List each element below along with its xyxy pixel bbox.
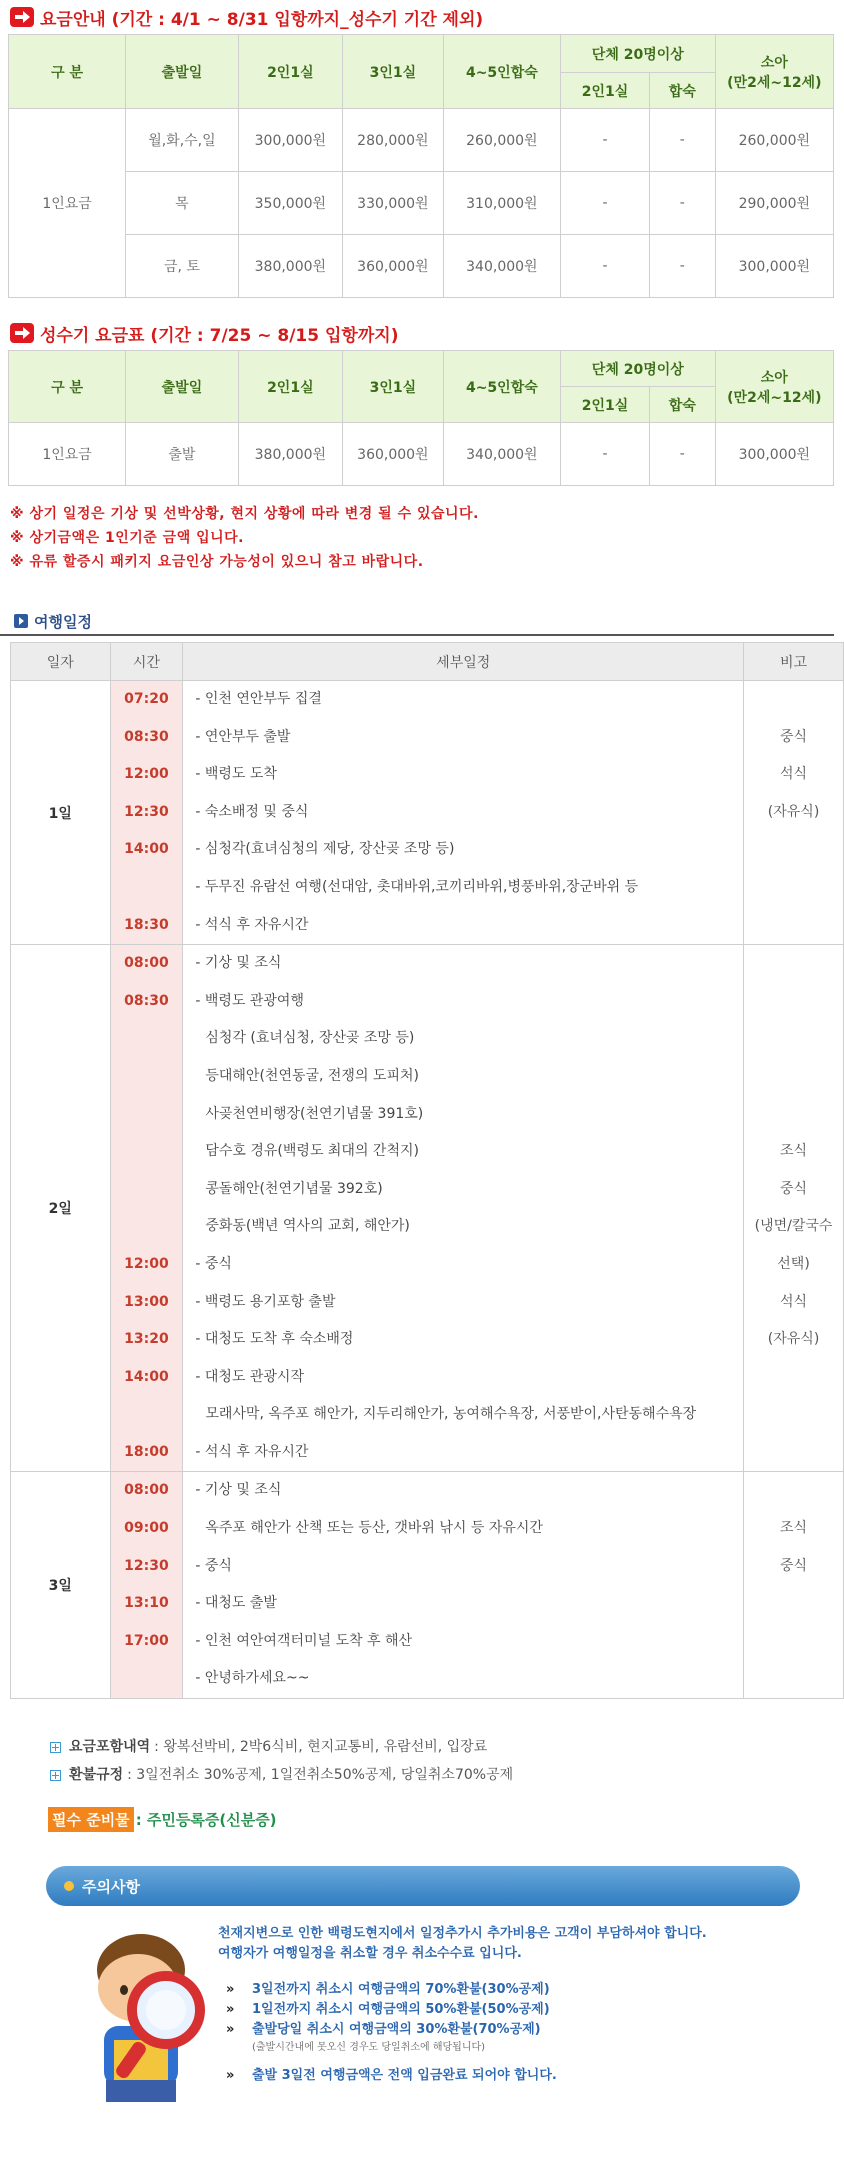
note-cell: (자유식) <box>767 803 820 820</box>
detail-cell: 콩돌해안(천연기념물 392호) <box>205 1180 383 1197</box>
time-column <box>110 681 183 945</box>
header-child-label: 소아 <box>760 369 788 386</box>
note-cell <box>744 1058 843 1096</box>
plus-icon <box>50 1742 61 1753</box>
detail-cell: - 백령도 도착 <box>195 766 277 783</box>
day-row <box>11 1472 844 1699</box>
detail-cell: 중화동(백년 역사의 교회, 해안가) <box>205 1218 410 1235</box>
detail-cell: - 석식 후 자유시간 <box>195 1443 309 1460</box>
departure-day: 금, 토 <box>126 235 239 298</box>
note-line: ※ 유류 할증시 패키지 요금인상 가능성이 있으니 참고 바랍니다. <box>10 554 424 570</box>
header-group-shared: 합숙 <box>650 73 716 109</box>
time-cell: 08:30 <box>124 992 169 1009</box>
detail-cell: - 인천 연안부두 집결 <box>195 691 322 707</box>
price-room3: 280,000원 <box>342 109 443 172</box>
time-cell: 13:20 <box>124 1331 169 1348</box>
note-column <box>744 681 844 945</box>
required-items <box>48 1807 844 1832</box>
time-cell: 18:30 <box>124 916 169 933</box>
time-cell: 12:00 <box>124 766 169 783</box>
header-group-room2: 2인1실 <box>560 73 649 109</box>
note-cell <box>744 945 843 983</box>
note-cell <box>744 1096 843 1134</box>
header-category: 구 분 <box>9 351 126 423</box>
list-item <box>226 2000 557 2020</box>
refund-label: 환불규정 <box>69 1767 124 1784</box>
departure-day: 월,화,수,일 <box>126 109 239 172</box>
price-child: 300,000원 <box>715 423 833 486</box>
time-cell <box>111 1096 183 1134</box>
header-category: 구 분 <box>9 35 126 109</box>
detail-cell: - 심청각(효녀심청의 제당, 장산곶 조망 등) <box>195 841 455 858</box>
header-group-room2: 2인1실 <box>560 387 649 423</box>
detail-cell: - 기상 및 조식 <box>195 955 282 972</box>
arrow-right-icon <box>10 7 34 27</box>
price-child: 260,000원 <box>715 109 833 172</box>
header-child-age: (만2세~12세) <box>727 389 822 406</box>
caution-small-note: (출발시간내에 못오신 경우도 당일취소에 해당됩니다) <box>252 2042 486 2054</box>
detail-cell: - 기상 및 조식 <box>195 1482 282 1499</box>
time-cell <box>111 1171 183 1209</box>
detail-cell: 담수호 경유(백령도 최대의 간척지) <box>205 1143 419 1160</box>
price-room2: 300,000원 <box>238 109 342 172</box>
price-child: 300,000원 <box>715 235 833 298</box>
header-note: 비고 <box>744 643 844 681</box>
list-item <box>226 1980 557 2000</box>
table-row <box>9 109 834 172</box>
note-cell: 조식 <box>780 1143 808 1160</box>
note-cell: 중식 <box>780 1557 808 1574</box>
header-room45: 4~5인합숙 <box>443 351 560 423</box>
time-cell: 13:00 <box>124 1293 169 1310</box>
note-cell <box>744 869 843 907</box>
detail-cell: 등대해안(천연동굴, 전쟁의 도피처) <box>205 1067 419 1084</box>
price-room2: 350,000원 <box>238 172 342 235</box>
note-cell <box>744 1585 843 1623</box>
note-cell <box>744 831 843 869</box>
note-cell: 선택) <box>777 1255 810 1272</box>
arrow-right-icon <box>10 323 34 343</box>
detail-cell: - 중식 <box>195 1255 232 1272</box>
detail-cell: - 대청도 관광시작 <box>195 1368 304 1385</box>
header-day: 일자 <box>11 643 111 681</box>
header-child <box>715 351 833 423</box>
fee2-title: 성수기 요금표 (기간 : 7/25 ~ 8/15 입항까지) <box>40 325 399 346</box>
info-section <box>0 1699 844 1789</box>
caution-line: 천재지변으로 인한 백령도현지에서 일정추가시 추가비용은 고객이 부담하셔야 합니다. <box>218 1926 707 1942</box>
header-room3: 3인1실 <box>342 351 443 423</box>
included-label: 요금포함내역 <box>69 1739 151 1756</box>
detail-cell: - 백령도 용기포항 출발 <box>195 1293 336 1310</box>
fee2-title-row <box>0 316 844 350</box>
time-cell: 08:00 <box>124 955 169 972</box>
note-cell: 중식 <box>780 728 808 745</box>
price-group-room2: - <box>560 109 649 172</box>
price-room45: 340,000원 <box>443 235 560 298</box>
note-cell <box>744 681 843 719</box>
note-cell <box>744 1359 843 1397</box>
header-departure: 출발일 <box>126 351 239 423</box>
detail-cell: - 석식 후 자유시간 <box>195 916 309 933</box>
price-room45: 340,000원 <box>443 423 560 486</box>
fee1-title: 요금안내 (기간 : 4/1 ~ 8/31 입항까지_성수기 기간 제외) <box>40 9 484 30</box>
detail-cell: 옥주포 해안가 산책 또는 등산, 갯바위 낚시 등 자유시간 <box>205 1520 543 1537</box>
time-cell <box>111 1058 183 1096</box>
time-cell <box>111 1396 183 1434</box>
chevron-right-icon: » <box>226 2022 235 2038</box>
time-cell: 09:00 <box>124 1520 169 1537</box>
detail-cell: 심청각 (효녀심청, 장산곶 조망 등) <box>205 1030 415 1047</box>
header-child-age: (만2세~12세) <box>727 74 822 91</box>
time-cell <box>111 1133 183 1171</box>
table-row <box>9 172 834 235</box>
magnifier-boy-icon <box>66 1930 216 2106</box>
notes <box>0 486 844 574</box>
price-room45: 260,000원 <box>443 109 560 172</box>
detail-cell: - 인천 여안여객터미널 도착 후 해산 <box>195 1632 412 1649</box>
time-cell: 14:00 <box>124 841 169 858</box>
list-item-text: 출발당일 취소시 여행금액의 30%환불(70%공제) <box>252 2022 541 2038</box>
header-time: 시간 <box>110 643 183 681</box>
note-cell: (냉면/칼국수 <box>754 1218 833 1235</box>
fee1-title-row <box>0 0 844 34</box>
chevron-right-icon: » <box>226 2068 235 2084</box>
detail-cell: - 안녕하가세요~~ <box>195 1670 310 1687</box>
price-group-shared: - <box>650 423 716 486</box>
price-group-room2: - <box>560 235 649 298</box>
detail-cell: - 백령도 관광여행 <box>195 992 304 1009</box>
note-cell <box>744 983 843 1021</box>
required-items-tag: 필수 준비물 <box>48 1807 134 1832</box>
time-cell <box>111 1208 183 1246</box>
detail-cell: 사곶천연비행장(천연기념물 391호) <box>205 1105 424 1122</box>
note-column <box>744 945 844 1472</box>
detail-cell: - 두무진 유람선 여행(선대암, 촛대바위,코끼리바위,병풍바위,장군바위 등 <box>195 878 639 895</box>
departure-day: 출발 <box>126 423 239 486</box>
detail-column <box>183 1472 744 1699</box>
plus-icon <box>50 1770 61 1781</box>
included-row <box>50 1733 844 1761</box>
time-column <box>110 1472 183 1699</box>
price-room3: 330,000원 <box>342 172 443 235</box>
list-item-text: 1일전까지 취소시 여행금액의 50%환불(50%공제) <box>252 2002 550 2018</box>
note-cell <box>744 1472 843 1510</box>
time-cell: 12:30 <box>124 1557 169 1574</box>
departure-day: 목 <box>126 172 239 235</box>
itinerary-table <box>10 642 844 1699</box>
refund-row <box>50 1761 844 1789</box>
refund-value: : 3일전취소 30%공제, 1일전취소50%공제, 당일취소70%공제 <box>127 1767 514 1784</box>
caution-header <box>46 1866 800 1906</box>
time-cell: 12:30 <box>124 803 169 820</box>
header-room2: 2인1실 <box>238 351 342 423</box>
time-cell: 08:00 <box>124 1482 169 1499</box>
note-cell <box>744 907 843 945</box>
dot-icon <box>64 1881 74 1891</box>
detail-cell: - 대청도 도착 후 숙소배정 <box>195 1331 354 1348</box>
time-cell: 18:00 <box>124 1443 169 1460</box>
header-detail: 세부일정 <box>183 643 744 681</box>
price-room2: 380,000원 <box>238 423 342 486</box>
day-label: 3일 <box>11 1472 111 1699</box>
note-cell: 석식 <box>780 1293 808 1310</box>
time-cell: 12:00 <box>124 1255 169 1272</box>
list-item <box>226 2066 557 2086</box>
time-cell <box>111 869 183 907</box>
note-cell: 조식 <box>780 1520 808 1537</box>
detail-column <box>183 681 744 945</box>
note-column <box>744 1472 844 1699</box>
caution-list <box>226 1980 557 2086</box>
included-value: : 왕복선박비, 2박6식비, 현지교통비, 유람선비, 입장료 <box>154 1739 488 1756</box>
caution-line: 여행자가 여행일정을 취소할 경우 취소수수료 입니다. <box>218 1946 522 1962</box>
note-line: ※ 상기금액은 1인기준 금액 입니다. <box>10 530 244 546</box>
detail-cell: - 대청도 출발 <box>195 1595 277 1612</box>
price-room2: 380,000원 <box>238 235 342 298</box>
note-cell: 중식 <box>780 1180 808 1197</box>
note-line: ※ 상기 일정은 기상 및 선박상황, 현지 상황에 따라 변경 될 수 있습니다. <box>10 506 479 522</box>
price-group-room2: - <box>560 172 649 235</box>
detail-cell: - 숙소배정 및 중식 <box>195 803 309 820</box>
caution-text <box>218 1924 707 1964</box>
header-room2: 2인1실 <box>238 35 342 109</box>
itinerary-title: 여행일정 <box>34 612 92 631</box>
time-column <box>110 945 183 1472</box>
detail-column <box>183 945 744 1472</box>
day-label: 2일 <box>11 945 111 1472</box>
caution-body <box>0 1906 844 2106</box>
chevron-right-icon: » <box>226 2002 235 2018</box>
header-departure: 출발일 <box>126 35 239 109</box>
table-row <box>9 235 834 298</box>
time-cell: 08:30 <box>124 728 169 745</box>
price-group-shared: - <box>650 235 716 298</box>
fee2-table <box>8 350 834 486</box>
time-cell: 17:00 <box>124 1632 169 1649</box>
header-group-shared: 합숙 <box>650 387 716 423</box>
itinerary-title-row <box>0 608 834 636</box>
note-cell <box>744 1660 843 1698</box>
table-row <box>9 423 834 486</box>
note-cell <box>744 1623 843 1661</box>
detail-cell: 모래사막, 옥주포 해안가, 지두리해안가, 농여해수욕장, 서풍받이,사탄동해수욕장 <box>205 1406 697 1423</box>
price-room3: 360,000원 <box>342 423 443 486</box>
required-items-value: : 주민등록증(신분증) <box>135 1811 277 1830</box>
day-label: 1일 <box>11 681 111 945</box>
list-item-text: 출발 3일전 여행금액은 전액 입금완료 되어야 합니다. <box>252 2068 557 2084</box>
header-group: 단체 20명이상 <box>560 351 715 387</box>
chevron-right-icon: » <box>226 1982 235 1998</box>
time-cell <box>111 1020 183 1058</box>
note-cell: (자유식) <box>767 1331 820 1348</box>
price-room45: 310,000원 <box>443 172 560 235</box>
header-child <box>715 35 833 109</box>
header-room45: 4~5인합숙 <box>443 35 560 109</box>
price-group-shared: - <box>650 109 716 172</box>
detail-cell: - 중식 <box>195 1557 232 1574</box>
row-label: 1인요금 <box>9 423 126 486</box>
list-item <box>226 2020 557 2040</box>
note-cell <box>744 1434 843 1472</box>
day-row <box>11 945 844 1472</box>
row-label: 1인요금 <box>9 109 126 298</box>
header-room3: 3인1실 <box>342 35 443 109</box>
price-group-room2: - <box>560 423 649 486</box>
time-cell: 13:10 <box>124 1595 169 1612</box>
bullet-icon <box>14 614 28 628</box>
day-row <box>11 681 844 945</box>
time-cell: 14:00 <box>124 1368 169 1385</box>
note-cell: 석식 <box>780 766 808 783</box>
note-cell <box>744 1020 843 1058</box>
list-item-text: 3일전까지 취소시 여행금액의 70%환불(30%공제) <box>252 1982 550 1998</box>
caution-title: 주의사항 <box>82 1877 140 1896</box>
time-cell: 07:20 <box>124 691 169 707</box>
note-cell <box>744 1396 843 1434</box>
time-cell <box>111 1660 183 1698</box>
detail-cell: - 연안부두 출발 <box>195 728 291 745</box>
price-child: 290,000원 <box>715 172 833 235</box>
fee1-table <box>8 34 834 298</box>
price-group-shared: - <box>650 172 716 235</box>
header-child-label: 소아 <box>760 54 788 71</box>
price-room3: 360,000원 <box>342 235 443 298</box>
header-group: 단체 20명이상 <box>560 35 715 73</box>
